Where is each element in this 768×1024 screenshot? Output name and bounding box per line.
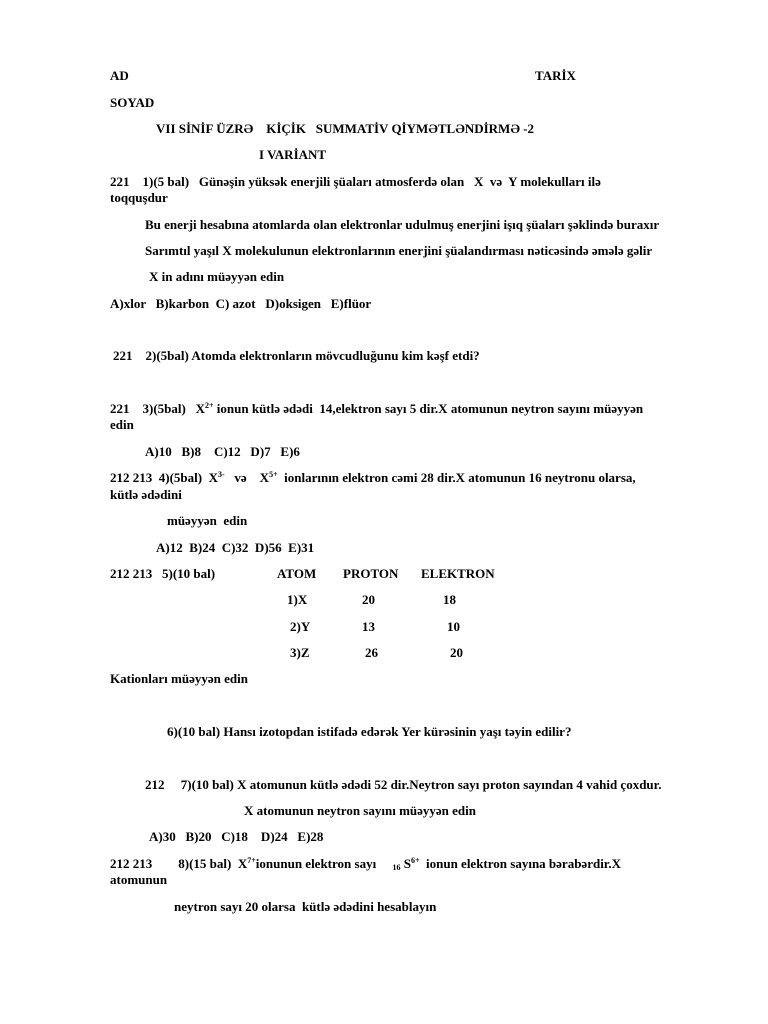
table-row3-atom: 3)Z bbox=[290, 645, 310, 660]
table-row1-proton: 20 bbox=[362, 592, 375, 607]
q2-text: 221 2)(5bal) Atomda elektronların mövcudluğunu kim kəşf etdi? bbox=[113, 348, 480, 363]
q4-line3: müəyyən edin bbox=[167, 513, 248, 528]
table-row2-electron: 10 bbox=[447, 619, 460, 634]
q4-line2: kütlə ədədini bbox=[110, 487, 182, 502]
name-label: AD bbox=[110, 68, 129, 83]
table-header-proton: PROTON bbox=[343, 566, 399, 581]
q1-line4: Sarımtıl yaşıl X molekulunun elektronlarının enerjini şüalandırması nəticəsində əmələ gəlir bbox=[145, 243, 653, 258]
q7-options: A)30 B)20 C)18 D)24 E)28 bbox=[149, 829, 324, 844]
q3-line1: 221 3)(5bal) $X^{2+}$ ionun kütlə ədədi 14,elektron sayı 5 dir.X atomunun neytron sayını müəyyən bbox=[110, 401, 644, 416]
q5-label: 212 213 5)(10 bal) bbox=[110, 566, 216, 581]
surname-label: SOYAD bbox=[110, 95, 155, 110]
q8-line1: 212 213 8)(15 bal) $X^{7+}ionunun$ elektron sayı $_{16}$ $S^{6+}$ ionun elektron sayına bərabərdir.X bbox=[110, 856, 622, 872]
q5-instruction: Kationları müəyyən edin bbox=[110, 671, 248, 686]
q7-line1: 212 7)(10 bal) X atomunun kütlə ədədi 52 dir.Neytron sayı proton sayından 4 vahid çoxdur. bbox=[145, 777, 662, 792]
q4-line1: 212 213 4)(5bal) $X^{3-}$ və $X^{5+}$ ionlarının elektron cəmi 28 dir.X atomunun 16 neytronu olarsa, bbox=[110, 470, 636, 485]
q7-line2: X atomunun neytron sayını müəyyən edin bbox=[244, 803, 476, 818]
table-row3-electron: 20 bbox=[450, 645, 463, 660]
table-row2-proton: 13 bbox=[362, 619, 375, 634]
q1-line1: 221 1)(5 bal) Günəşin yüksək enerjili şüaları atmosferdə olan X və Y molekulları ilə bbox=[110, 174, 601, 189]
q6-text: 6)(10 bal) Hansı izotopdan istifadə edərək Yer kürəsinin yaşı təyin edilir? bbox=[167, 724, 572, 739]
table-header-atom: ATOM bbox=[277, 566, 317, 581]
q3-options: A)10 B)8 C)12 D)7 E)6 bbox=[145, 444, 300, 459]
table-row3-proton: 26 bbox=[365, 645, 378, 660]
q1-line3: Bu enerji hesabına atomlarda olan elektronlar udulmuş enerjini işıq şüaları şəklində buraxır bbox=[145, 217, 660, 232]
table-header-electron: ELEKTRON bbox=[421, 566, 495, 581]
q1-options: A)xlor B)karbon C) azot D)oksigen E)flüor bbox=[110, 296, 372, 311]
q8-line3: neytron sayı 20 olarsa kütlə ədədini hesablayın bbox=[174, 899, 437, 914]
variant-label: I VARİANT bbox=[259, 147, 327, 162]
date-label: TARİX bbox=[535, 68, 576, 83]
q3-line2: edin bbox=[110, 417, 134, 432]
table-row2-atom: 2)Y bbox=[290, 619, 311, 634]
worksheet-title: VII SİNİF ÜZRƏ KİÇİK SUMMATİV QİYMƏTLƏNDİRMƏ -2 bbox=[156, 121, 535, 136]
q1-line5: X in adını müəyyən edin bbox=[149, 269, 285, 284]
q4-options: A)12 B)24 C)32 D)56 E)31 bbox=[156, 540, 315, 555]
table-row1-atom: 1)X bbox=[287, 592, 308, 607]
q8-line2: atomunun bbox=[110, 872, 168, 887]
table-row1-electron: 18 bbox=[443, 592, 456, 607]
q1-line2: toqquşdur bbox=[110, 190, 168, 205]
